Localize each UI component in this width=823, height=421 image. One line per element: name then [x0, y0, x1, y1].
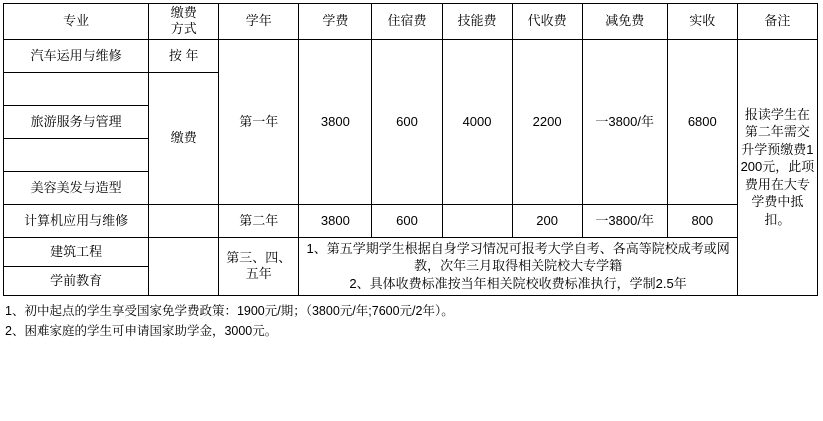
fee-table	[3, 3, 818, 296]
reduction-fee-year2: 一3800/年	[582, 204, 667, 237]
table-header-row	[4, 4, 818, 40]
actual-paid-year1: 6800	[667, 39, 737, 204]
school-year-third-fifth	[219, 237, 299, 295]
table-row-auto-repair	[4, 39, 818, 72]
agency-fee-year2: 200	[512, 204, 582, 237]
major-blank-1	[4, 72, 149, 105]
column-header-major: 专业	[4, 4, 149, 40]
tuition-year2: 3800	[299, 204, 372, 237]
school-year-line2: 五年	[245, 266, 272, 281]
remark-cell: 报读学生在第二年需交升学预缴费1200元，此项费用在大专学费中抵扣。	[737, 39, 817, 295]
pay-method-main: 缴费	[149, 72, 219, 204]
column-header-skill-fee: 技能费	[442, 4, 512, 40]
reduction-fee-year1: 一3800/年	[582, 39, 667, 204]
school-year-line1: 第三、四、	[226, 249, 292, 265]
column-header-school-year: 学年	[219, 4, 299, 40]
major-blank-2	[4, 138, 149, 171]
footer-note-1: 1、初中起点的学生享受国家免学费政策：1900元/期；（3800元/年;7600元/2年）。	[5, 303, 454, 318]
major-tourism: 旅游服务与管理	[4, 105, 149, 138]
column-header-pay-method	[149, 4, 219, 40]
pay-method-header-line1: 缴费	[170, 5, 197, 20]
footer-note-2: 2、困难家庭的学生可申请国家助学金，3000元。	[5, 323, 278, 338]
agency-fee-year1: 2200	[512, 39, 582, 204]
major-preschool: 学前教育	[4, 266, 149, 295]
tuition-year1: 3800	[299, 39, 372, 204]
pay-method-upper-years	[149, 237, 219, 295]
school-year-second: 第二年	[219, 204, 299, 237]
column-header-tuition: 学费	[299, 4, 372, 40]
column-header-reduction-fee: 减免费	[582, 4, 667, 40]
column-header-actual-paid: 实收	[667, 4, 737, 40]
table-row-construction	[4, 237, 818, 266]
school-year-first: 第一年	[219, 39, 299, 204]
skill-fee-year2	[442, 204, 512, 237]
skill-fee-year1: 4000	[442, 39, 512, 204]
column-header-remark: 备注	[737, 4, 817, 40]
major-computer: 计算机应用与维修	[4, 204, 149, 237]
major-construction: 建筑工程	[4, 237, 149, 266]
upper-years-note	[299, 237, 737, 295]
column-header-agency-fee: 代收费	[512, 4, 582, 40]
footer-notes	[3, 296, 818, 341]
dorm-fee-year2: 600	[372, 204, 442, 237]
major-beauty: 美容美发与造型	[4, 171, 149, 204]
column-header-dorm-fee: 住宿费	[372, 4, 442, 40]
upper-years-note-line1: 1、第五学期学生根据自身学习情况可报考大学自考、各高等院校成考或网教，次年三月取得相关院校大专学籍	[306, 240, 730, 274]
upper-years-note-line2: 2、具体收费标准按当年相关院校收费标准执行，学制2.5年	[349, 275, 687, 291]
table-row-computer	[4, 204, 818, 237]
pay-method-auto-repair: 按 年	[149, 39, 219, 72]
pay-method-header-line2: 方式	[170, 21, 197, 37]
actual-paid-year2: 800	[667, 204, 737, 237]
major-auto-repair: 汽车运用与维修	[4, 39, 149, 72]
dorm-fee-year1: 600	[372, 39, 442, 204]
pay-method-computer	[149, 204, 219, 237]
